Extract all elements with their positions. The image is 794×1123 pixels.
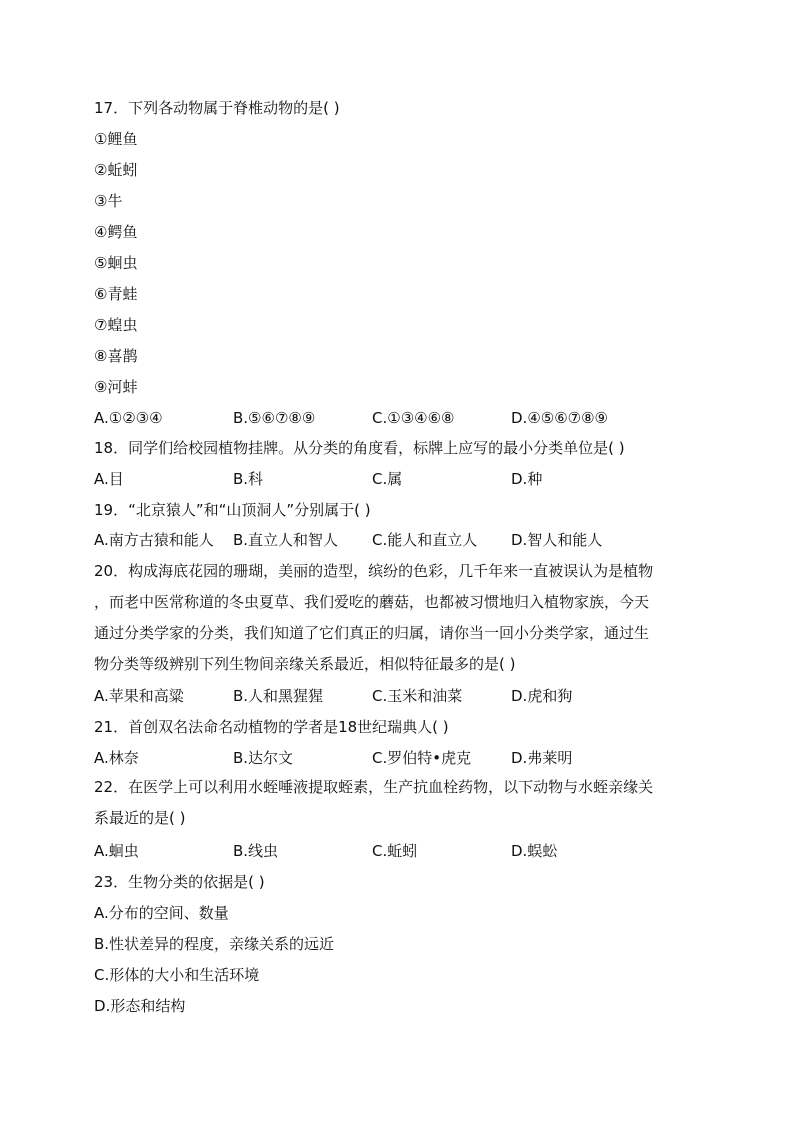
q22-option-b: B.线虫 — [233, 842, 279, 860]
q20-stem-line-4: 物分类等级辨别下列生物间亲缘关系最近，相似特征最多的是( ) — [94, 655, 516, 673]
q17-item-7: ⑦蝗虫 — [94, 316, 138, 334]
q21-option-b: B.达尔文 — [233, 749, 294, 767]
q23-option-d: D.形态和结构 — [94, 997, 186, 1015]
q17-option-d: D.④⑤⑥⑦⑧⑨ — [511, 409, 609, 427]
q21-option-d: D.弗莱明 — [511, 749, 573, 767]
q23-stem: 23．生物分类的依据是( ) — [94, 873, 265, 891]
q18-option-c: C.属 — [372, 470, 403, 488]
q20-stem-line-3: 通过分类学家的分类，我们知道了它们真正的归属，请你当一回小分类学家，通过生 — [94, 624, 650, 642]
q23-option-c: C.形体的大小和生活环境 — [94, 966, 260, 984]
q21-option-a: A.林奈 — [94, 749, 139, 767]
q17-item-8: ⑧喜鹊 — [94, 347, 138, 365]
q20-option-b: B.人和黑猩猩 — [233, 687, 324, 705]
q19-option-c: C.能人和直立人 — [372, 531, 478, 549]
q23-option-b: B.性状差异的程度，亲缘关系的远近 — [94, 935, 335, 953]
q17-item-2: ②蚯蚓 — [94, 161, 138, 179]
q21-stem: 21．首创双名法命名动植物的学者是18世纪瑞典人( ) — [94, 718, 449, 736]
q17-item-9: ⑨河蚌 — [94, 378, 138, 396]
q17-item-6: ⑥青蛙 — [94, 285, 138, 303]
q22-option-d: D.蜈蚣 — [511, 842, 558, 860]
q19-stem: 19．“北京猿人”和“山顶洞人”分别属于( ) — [94, 501, 371, 519]
q19-option-b: B.直立人和智人 — [233, 531, 339, 549]
q20-option-a: A.苹果和高粱 — [94, 687, 184, 705]
q22-stem — [94, 772, 706, 834]
q17-item-3: ③牛 — [94, 192, 123, 210]
q18-option-d: D.种 — [511, 470, 543, 488]
q18-option-a: A.目 — [94, 470, 124, 488]
q17-option-a: A.①②③④ — [94, 409, 163, 427]
q18-stem: 18．同学们给校园植物挂牌。从分类的角度看，标牌上应写的最小分类单位是( ) — [94, 439, 625, 457]
q19-option-d: D.智人和能人 — [511, 531, 603, 549]
q22-stem-line-2: 系最近的是( ) — [94, 809, 186, 827]
q20-stem-line-1: 20．构成海底花园的珊瑚，美丽的造型，缤纷的色彩，几千年来一直被误认为是植物 — [94, 562, 654, 580]
q22-option-a: A.蛔虫 — [94, 842, 139, 860]
q22-option-c: C.蚯蚓 — [372, 842, 418, 860]
q21-option-c: C.罗伯特•虎克 — [372, 749, 472, 767]
q17-option-b: B.⑤⑥⑦⑧⑨ — [233, 409, 316, 427]
q17-item-1: ①鲤鱼 — [94, 130, 138, 148]
q23-option-a: A.分布的空间、数量 — [94, 904, 229, 922]
q17-item-5: ⑤蛔虫 — [94, 254, 138, 272]
q20-stem-line-2: ，而老中医常称道的冬虫夏草、我们爱吃的蘑菇，也都被习惯地归入植物家族，今天 — [94, 593, 650, 611]
q22-stem-line-1: 22．在医学上可以利用水蛭唾液提取蛭素，生产抗血栓药物，以下动物与水蛭亲缘关 — [94, 778, 654, 796]
q20-option-d: D.虎和狗 — [511, 687, 573, 705]
q18-option-b: B.科 — [233, 470, 264, 488]
q19-option-a: A.南方古猿和能人 — [94, 531, 214, 549]
q17-item-4: ④鳄鱼 — [94, 223, 138, 241]
q17-stem: 17．下列各动物属于脊椎动物的是( ) — [94, 99, 340, 117]
q17-option-c: C.①③④⑥⑧ — [372, 409, 455, 427]
q20-option-c: C.玉米和油菜 — [372, 687, 463, 705]
q20-stem — [94, 556, 706, 680]
